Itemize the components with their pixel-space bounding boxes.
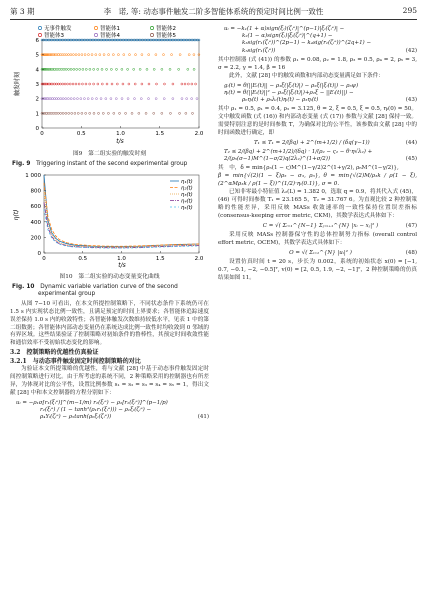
equation-44 (218, 140, 417, 147)
figure-9-trigger-point (110, 68, 112, 70)
figure-9-trigger-point (153, 68, 155, 70)
figure-9-trigger-point (107, 112, 109, 114)
figure-9-trigger-point (57, 83, 59, 85)
figure-9-trigger-point (188, 54, 190, 56)
figure-9-trigger-point (111, 83, 113, 85)
figure-9-trigger-point (191, 83, 193, 85)
figure-9-trigger-point (139, 68, 141, 70)
figure-9-trigger-point (62, 98, 64, 100)
figure-9-trigger-point (116, 83, 118, 85)
figure-9 (10, 24, 209, 168)
figure-10-legend-label: η₅(t) (181, 205, 193, 212)
figure-9-trigger-point (97, 68, 99, 70)
figure-9-trigger-point (102, 112, 104, 114)
figure-9-trigger-point (93, 68, 95, 70)
figure-9-trigger-point (169, 68, 171, 70)
figure-9-trigger-point (70, 68, 72, 70)
figure-10-legend-label: η₁(t) (181, 179, 193, 186)
equation-48-body: O = √( Σᵢ₌₁^{N} |uᵢ|² ) (289, 249, 352, 256)
figure-10-xlabel: t/s (118, 262, 126, 270)
figure-9-caption-text: Triggering instant of the second experimental group (36, 160, 188, 167)
figure-9-trigger-point (153, 112, 155, 114)
figure-9-trigger-point (75, 83, 77, 85)
figure-9-trigger-point (134, 83, 136, 85)
figure-9-trigger-point (145, 112, 147, 114)
figure-9-trigger-point (186, 98, 188, 100)
figure-9-trigger-point (67, 83, 69, 85)
figure-9-trigger-point (85, 112, 87, 114)
figure-9-trigger-point (191, 112, 193, 114)
figure-9-trigger-point (78, 54, 80, 56)
figure-9-legend-label: 智能体2 (156, 26, 176, 32)
figure-9-xtick-label: 2.0 (194, 131, 204, 137)
figure-9-trigger-point (74, 112, 76, 114)
figure-9-trigger-point (82, 68, 84, 70)
figure-9-trigger-point (60, 83, 62, 85)
equation-42-line-4: k₅sig(r₁(ζᵢᵉ)) (42) (242, 47, 417, 54)
equation-47-body: C = √( Σᵢ₌₁^{N−1} Σⱼ₌ᵢ₊₁^{N} |xᵢ − xⱼ|² ) (262, 222, 379, 229)
figure-9-trigger-point (103, 54, 105, 56)
figure-9-trigger-point (155, 98, 157, 100)
figure-10-xtick-label: 0.5 (78, 256, 88, 263)
figure-9-legend-label: 无事件触发 (44, 26, 72, 32)
figure-9-trigger-point (89, 112, 91, 114)
figure-9-trigger-point (172, 83, 174, 85)
figure-9-trigger-point (100, 98, 102, 100)
figure-9-trigger-point (195, 83, 197, 85)
equation-47-number: (47) (405, 222, 417, 229)
figure-9-trigger-point (91, 54, 93, 56)
figure-9-marks (41, 39, 200, 114)
figure-9-trigger-point (73, 98, 75, 100)
figure-9-trigger-point (119, 112, 121, 114)
figure-9-trigger-point (113, 112, 115, 114)
figure-9-trigger-point (171, 54, 173, 56)
header-rule (10, 19, 417, 20)
figure-9-trigger-point (135, 54, 137, 56)
figure-9-trigger-point (106, 68, 108, 70)
equation-45-number: (45) (405, 156, 417, 163)
figure-9-axes-box (42, 40, 199, 128)
figure-9-trigger-point (72, 83, 74, 85)
figure-9-legend-label: 智能体5 (156, 33, 176, 39)
figure-9-trigger-point (73, 68, 75, 70)
figure-9-trigger-point (60, 112, 62, 114)
equation-42-line-2: k₂(1 − α)sign(ξᵢ)|ξᵢ(ζᵢᵉ)|^(q+1) − (242, 33, 333, 40)
figure-9-trigger-point (179, 112, 181, 114)
figure-10-legend-label: η₃(t) (181, 192, 193, 199)
figure-10-ytick-label: 600 (30, 204, 41, 211)
figure-9-trigger-point (101, 68, 103, 70)
figure-9-trigger-point (127, 68, 129, 70)
right-paragraph-1: 其中控制器 (式 (41)) 的参数 ρ₁ = 0.08, ρ₂ = 1.8, ρ₃ = 0.5, ρ₄ = 2, ρ₅ = 3, σ = 2.2, γ = 1.4, β = 16 (218, 56, 417, 71)
figure-10-caption-cn: 图10 第二组实验的动态变量变化曲线 (59, 274, 160, 280)
figure-9-trigger-point (184, 83, 186, 85)
figure-9-trigger-point (76, 98, 78, 100)
figure-9-trigger-point (193, 68, 195, 70)
figure-9-trigger-point (63, 68, 65, 70)
figure-9-trigger-point (62, 83, 64, 85)
equation-44-number: (44) (405, 139, 417, 146)
right-paragraph-4: 其 中，δ = min{ρ₃(1 − ς)M^(1−γ/2)2^(1+γ/2), ρ₆M^(1−γ/2)}, (218, 165, 399, 172)
figure-9-trigger-point (161, 68, 163, 70)
page-header (10, 6, 417, 20)
figure-9-trigger-point (81, 83, 83, 85)
equation-41-line-2: r₂(ξᵢᵉ) / (1 − tanh²(ρ₁r₁(ξᵢᵉ))) − ρ₁ξᵢ(ζᵢᵉ) − (40, 407, 152, 414)
figure-9-trigger-point (185, 112, 187, 114)
figure-9-legend-marker (94, 33, 97, 36)
right-paragraph-2: 此外，文献 [28] 中的触发函数和内部动态变量满足如下条件： (229, 72, 384, 79)
figure-9-trigger-point (80, 98, 82, 100)
running-title: 李 诺, 等: 动态事件触发二阶多智能体系统的预定时间比例一致性 (103, 7, 324, 16)
figure-9-trigger-point (162, 54, 164, 56)
figure-10-legend (170, 179, 193, 211)
figure-9-trigger-point (101, 83, 103, 85)
figure-10-xtick-label: 1.5 (155, 256, 165, 263)
figure-10-ytick-label: 200 (30, 235, 41, 242)
figure-9-trigger-point (96, 98, 98, 100)
equation-45 (218, 149, 417, 163)
figure-9-trigger-point (138, 112, 140, 114)
figure-9-trigger-point (141, 83, 143, 85)
figure-9-trigger-point (141, 54, 143, 56)
figure-9-ytick-label: 1 (35, 111, 39, 118)
figure-9-trigger-point (61, 68, 63, 70)
equation-45-body: T₂ ≤ 2/(βq) + 2^(m+1/2)/(δq) · 1/(ρ₂ − ς₂ − θ·η√λ₂) + 2/(ρ₅(σ−1)M^(1−σ/2)q(2λ₂)^(1+σ/2)) (224, 148, 373, 163)
figure-9-ytick-label: 4 (35, 67, 39, 74)
figure-9-trigger-point (127, 98, 129, 100)
figure-9-trigger-point (58, 98, 60, 100)
figure-9-trigger-point (146, 68, 148, 70)
figure-9-legend-marker (150, 33, 153, 36)
figure-9-trigger-point (72, 54, 74, 56)
figure-9-trigger-point (68, 112, 70, 114)
figure-9-trigger-point (68, 54, 70, 56)
figure-9-ytick-label: 6 (35, 38, 39, 44)
figure-9-ytick-label: 2 (35, 96, 39, 103)
figure-10-ticks (25, 173, 204, 262)
figure-9-trigger-point (83, 98, 85, 100)
figure-10-caption-text-2: experimental group (38, 291, 96, 298)
figure-9-trigger-point (93, 112, 95, 114)
figure-9-trigger-point (117, 54, 119, 56)
equation-43-line-2: ηᵢ(t) = θ(||Eᵢ(t)||² − ρ₁ξ(|ξᵢ(t)|)+ρ₂ξ − ||Eᵢ(t)||) − (224, 89, 354, 96)
figure-9-trigger-point (133, 68, 135, 70)
figure-9-trigger-point (128, 54, 130, 56)
figure-9-legend-marker (150, 26, 153, 29)
figure-9-trigger-point (148, 98, 150, 100)
figure-9-trigger-point (181, 98, 183, 100)
equation-43 (218, 83, 417, 105)
figure-9-trigger-point (53, 112, 55, 114)
equation-47 (218, 223, 417, 230)
right-paragraph-8: 设置仿真时间 t = 20 s，步长为 0.002，系统的初始状态 x(0) = [−1, 0.7, −0.1, −2, −0.5]ᵀ, v(0) = [2, 0.5, 1.9, −2, −1]ᵀ，2 种控制策略的仿真结果如图 11。 (218, 258, 417, 281)
figure-10-ytick-label: 1 000 (25, 173, 41, 180)
figure-9-trigger-point (95, 54, 97, 56)
figure-9-trigger-point (178, 68, 180, 70)
figure-9-caption-en (10, 161, 209, 169)
figure-9-trigger-point (81, 54, 83, 56)
figure-9-trigger-point (97, 83, 99, 85)
figure-9-trigger-point (123, 54, 125, 56)
figure-9-legend-label: 智能体4 (100, 33, 120, 39)
figure-9-trigger-point (89, 83, 91, 85)
figure-9-trigger-point (155, 54, 157, 56)
figure-10-chart (10, 171, 209, 269)
section-3-2-1-heading: 3.2.1 与动态事件触发固定时间控制策略的对比 (10, 358, 141, 366)
figure-9-ytick-label: 3 (35, 82, 39, 88)
figure-9-trigger-point (122, 83, 124, 85)
right-paragraph-5: β̂ = min{√(2)(1 − ξ)ρ₃ − σ₃, ρ₃}, θ = min{√(2)M/ρ₃k / ρ(1 − ξ), (2^αMρ₃k / ρ(1 − ξ))^(1/2)·ηᵢ(0.1)}, σ = 0. (218, 173, 417, 188)
figure-9-xtick-label: 1.5 (155, 131, 165, 137)
equation-48 (218, 250, 417, 257)
figure-9-trigger-point (85, 83, 87, 85)
figure-9-trigger-point (179, 54, 181, 56)
figure-10-legend-label: η₂(t) (181, 185, 193, 192)
figure-10-series-line (44, 175, 199, 247)
figure-10-ytick-label: 0 (37, 251, 41, 258)
figure-9-trigger-point (187, 83, 189, 85)
figure-9-trigger-point (115, 98, 117, 100)
figure-10-ytick-label: 800 (30, 188, 41, 195)
left-column (10, 24, 209, 423)
figure-9-legend (38, 24, 176, 39)
right-paragraph-3: 其中 ρ₁ = 0.5, ρ₁ = 0.4, ρ₃ = 3.125, θ = 2, ξ = 0.5, ξ = 0.5, ηᵢ(0) = 50。文中触发函数 (式 (16)) 和内部动态变量 (式 (17)) 参数与文献 [28] 保持一致。需要特别注意的是时间参数 T，为确保对比的公平性，该参数由文献 [28] 中的时间函数进行确定，即 (218, 106, 417, 136)
figure-9-xtick-label: 0 (40, 131, 44, 137)
right-paragraph-7: 采用反映 MASs 控制器保守性的总体控制努力指标 (overall control effort metric, OCEM)，其数学表达式具体如下： (218, 231, 417, 246)
figure-9-trigger-point (77, 112, 79, 114)
figure-9-legend-label: 智能体1 (100, 26, 120, 32)
figure-9-trigger-point (60, 98, 62, 100)
figure-9-trigger-point (161, 112, 163, 114)
left-paragraph-2: 为验证本文所提策略的优越性，将与文献 [28] 中基于动态事件触发固定时间控制策略进行对比。由于所考虑的系统不同，2 种策略采用的控制器也有所差异，为体现对比的公平性，设置比例参数 s₁ = s₂ = s₃ = s₄ = s₅ = 1，得出文献 [28] 中和本文控制器的方程分别如下： (10, 366, 209, 396)
figure-10-caption-en (10, 284, 209, 299)
figure-9-trigger-point (64, 83, 66, 85)
figure-9-ytick-label: 0 (35, 126, 39, 132)
figure-9-trigger-point (87, 54, 89, 56)
figure-9-legend-label: 智能体3 (44, 33, 64, 39)
figure-9-trigger-point (105, 98, 107, 100)
figure-9-trigger-point (84, 54, 86, 56)
equation-41-line-1: uᵢ = −ρ₁σ[r₁(ξᵢᵉ)]^(m−1/m) r₂(ξᵢᵉ) − ρ₂[r₁(ξᵢᵉ)]^(p−1/p) (16, 399, 168, 406)
figure-9-trigger-point (191, 98, 193, 100)
figure-9-trigger-point (62, 112, 64, 114)
figure-9-trigger-point (106, 83, 108, 85)
figure-10-lines (44, 175, 199, 248)
figure-9-ylabel: 触发时刻 (14, 71, 21, 97)
equation-44-body: T₁ ≤ T₁ = 2/(βq) + 2^(m+1/2) / (δq(γ−1)) (254, 139, 370, 146)
figure-9-trigger-point (65, 98, 67, 100)
figure-9-trigger-point (78, 83, 80, 85)
figure-9-caption-label: Fig. 9 (12, 160, 31, 167)
equation-42 (218, 26, 417, 55)
figure-10-axes-box (44, 175, 199, 253)
figure-9-trigger-point (85, 68, 87, 70)
figure-9-trigger-point (63, 54, 65, 56)
equation-42-number: (42) (405, 47, 417, 54)
figure-9-trigger-point (98, 112, 100, 114)
figure-9-trigger-point (196, 98, 198, 100)
figure-10-series-line (44, 202, 199, 248)
figure-10-xtick-label: 2.0 (194, 256, 204, 263)
figure-9-trigger-point (148, 83, 150, 85)
figure-9-trigger-point (71, 112, 73, 114)
figure-10-ylabel: η(t) (13, 209, 20, 221)
figure-9-trigger-point (99, 54, 101, 56)
figure-9-trigger-point (81, 112, 83, 114)
figure-10-caption-text-1: Dynamic variable variation curve of the second (40, 283, 178, 290)
figure-9-trigger-point (133, 98, 135, 100)
figure-9-trigger-point (169, 112, 171, 114)
right-paragraph-6: 已知非零最小特征值 λ₂(L) = 1.382 0，选取 q = 0.9，将其代入式 (45)，(46) 可得时间参数 T₁ = 23.165 5，T₂ = 31.767 6。为直观比较 2 种控制策略的性能差异，采用反映 MASs 收敛速率的一致性保持位置误差指标 (consensus-keeping error metric, CKM)，其数学表达式具体如下： (218, 189, 417, 219)
figure-9-trigger-point (121, 98, 123, 100)
section-3-2-heading: 3.2 控制策略的优越性仿真验证 (10, 349, 99, 357)
figure-9-trigger-point (140, 98, 142, 100)
page-number: 295 (402, 6, 417, 15)
equation-41 (10, 400, 209, 422)
figure-9-trigger-point (110, 98, 112, 100)
equation-41-line-3: ρ₄Υᵢ(ζᵢᵉ) − ρ₅tanh(ρ₆ξᵢ(ζᵢᵉ)) (41) (40, 414, 209, 421)
figure-10-ytick-label: 400 (30, 219, 41, 226)
figure-9-trigger-point (131, 112, 133, 114)
figure-9-trigger-point (76, 68, 78, 70)
figure-9-trigger-point (87, 98, 89, 100)
figure-9-legend-marker (94, 26, 97, 29)
figure-9-trigger-point (193, 54, 195, 56)
figure-10-series-line (44, 209, 199, 248)
figure-9-trigger-point (91, 98, 93, 100)
figure-9-trigger-point (70, 54, 72, 56)
figure-9-trigger-point (125, 112, 127, 114)
figure-9-trigger-point (115, 68, 117, 70)
figure-9-trigger-point (108, 54, 110, 56)
equation-43-line-3: ρ₆ηᵢ(t) + ρ₅λᵢ(t)ηᵢ(t) − ρ₃ηᵢ(t) (43) (242, 96, 417, 103)
figure-9-trigger-point (163, 83, 165, 85)
figure-9-trigger-point (65, 54, 67, 56)
figure-9-trigger-point (89, 68, 91, 70)
right-column (218, 24, 417, 283)
figure-9-trigger-point (75, 54, 77, 56)
figure-9-trigger-point (128, 83, 130, 85)
equation-42-line-1: uᵢ = −k₁(1 + α)sign(ξᵢ)(ζᵢᵉ)|^(p−1)|ξᵢ(ζᵢᵉ)| − (224, 26, 345, 32)
figure-9-trigger-point (172, 98, 174, 100)
figure-9-xlabel: t/s (116, 138, 124, 145)
figure-9-trigger-point (156, 83, 158, 85)
figure-9-trigger-point (65, 68, 67, 70)
figure-9-trigger-point (69, 83, 71, 85)
figure-9-trigger-point (79, 68, 81, 70)
figure-9-trigger-point (163, 98, 165, 100)
equation-42-line-3: k₃sig(r₁(ζᵢᵉ))^(2p−1) − k₄sig(r₁(ζᵢᵉ))^(2q+1) − (242, 40, 372, 47)
figure-10-legend-label: η₄(t) (181, 198, 193, 205)
equation-41-number: (41) (197, 414, 209, 421)
equation-43-number: (43) (405, 96, 417, 103)
figure-9-legend-marker (38, 33, 41, 36)
figure-9-trigger-point (112, 54, 114, 56)
equation-43-line-1: gᵢ(t) = θ(||Eᵢ(t)|| − ρ₁ξ(|ξᵢ(t)|) − ρ₂ξ(|ξᵢ(t)|) − ρ₃ψ) (224, 82, 359, 89)
figure-9-trigger-point (65, 112, 67, 114)
figure-9-trigger-point (70, 98, 72, 100)
figure-10-series-line (44, 183, 199, 246)
figure-9-caption-cn: 图9 第二组实验的触发时刻 (72, 150, 147, 157)
left-paragraph-1: 从图 7−10 可看出，在本文所提控制策略下，不同状态条件下系统仍可在 1.5 s 内实现状态比例一致性，且满足预定的时间上界要求；各智能体追踪速度误差保持 1.0 s 内的收敛特性；各智能体触发次数维持较低水平，见表 1 中的第二组数据；各智能体内部动态变量仍在系统达成比例一致性时均收敛到 0 邻域的有界区域。这些结果验证了控制策略对初始条件的鲁棒性，其预定时间收敛性能和通信效率不受初始状态变化的影响。 (10, 300, 209, 347)
figure-9-trigger-point (68, 68, 70, 70)
figure-10-xtick-label: 1.0 (117, 256, 126, 263)
figure-9-trigger-point (57, 112, 59, 114)
figure-9-legend-marker (38, 26, 41, 29)
figure-9-chart (10, 24, 209, 146)
figure-10 (10, 171, 209, 299)
figure-9-trigger-point (55, 98, 57, 100)
figure-9-trigger-point (93, 83, 95, 85)
figure-9-trigger-point (67, 98, 69, 100)
issue-number: 第 3 期 (10, 7, 35, 16)
figure-9-trigger-point (121, 68, 123, 70)
figure-9-trigger-point (181, 83, 183, 85)
figure-9-ytick-label: 5 (35, 52, 39, 59)
figure-10-xtick-label: 0 (42, 256, 46, 263)
figure-9-trigger-point (148, 54, 150, 56)
figure-9-ticks (36, 38, 204, 137)
figure-10-caption-label: Fig. 10 (12, 283, 35, 290)
figure-9-xtick-label: 1.0 (116, 131, 125, 137)
figure-9-trigger-point (187, 68, 189, 70)
figure-9-trigger-point (55, 112, 57, 114)
figure-9-xtick-label: 0.5 (76, 131, 86, 137)
equation-48-number: (48) (405, 249, 417, 256)
